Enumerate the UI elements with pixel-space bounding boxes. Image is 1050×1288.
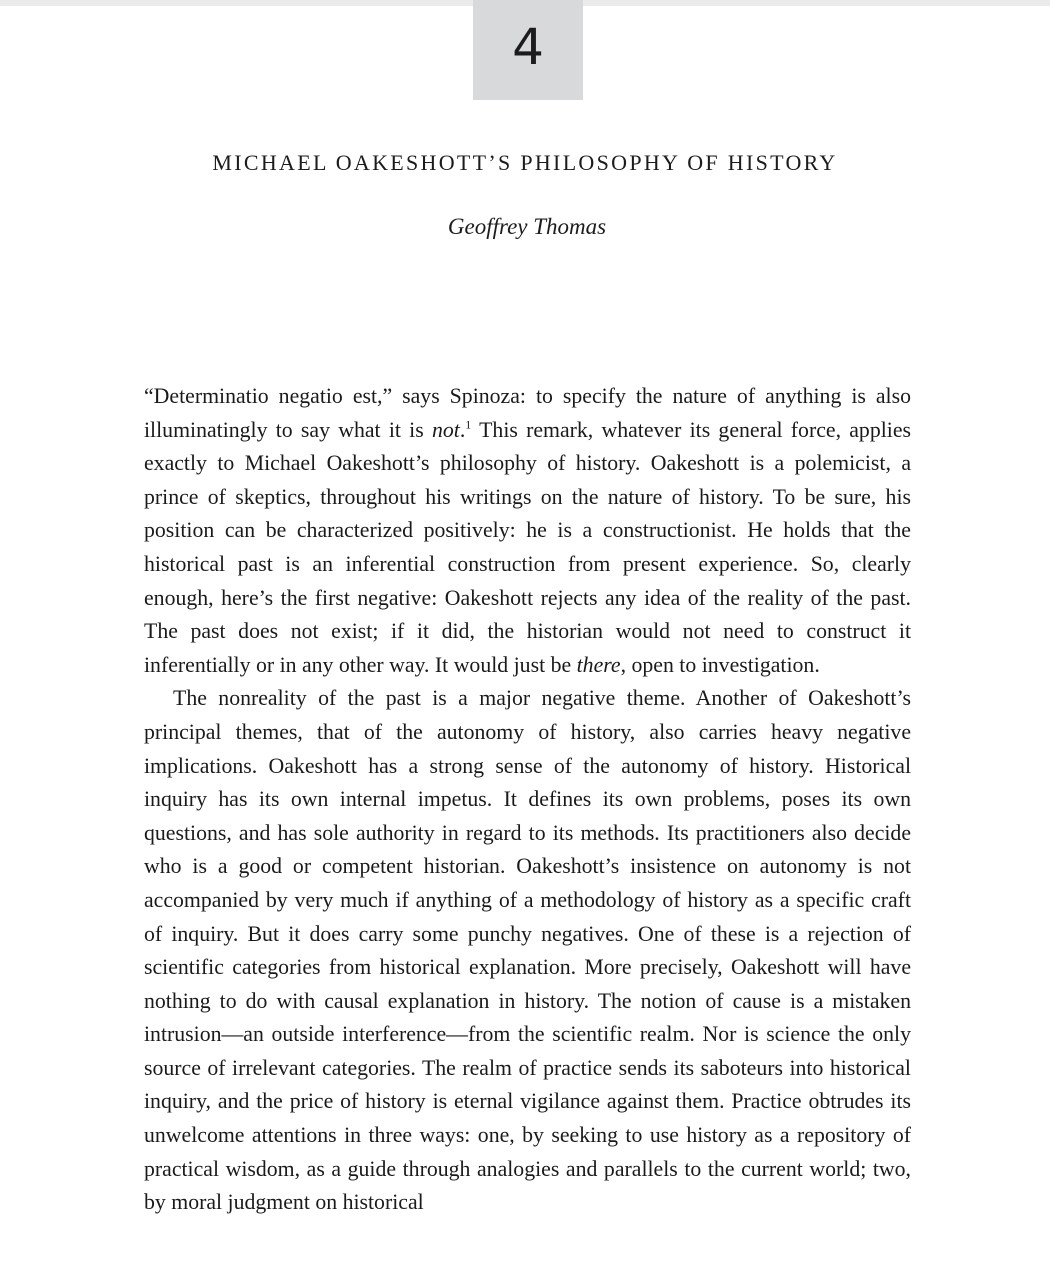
- paragraph-1-italic-not: not: [431, 417, 460, 442]
- paragraph-1-period: .: [459, 417, 466, 442]
- paragraph-1: [144, 380, 911, 682]
- chapter-number: 4: [512, 18, 544, 76]
- paragraph-1-part-1: “Determinatio negatio est,” says Spinoza: to specify the nature of anything is also illuminatingly to say what it is: [144, 384, 911, 442]
- chapter-number-box: [473, 0, 583, 100]
- body-text: [144, 380, 911, 1220]
- paragraph-1-part-3: , open to investigation.: [620, 652, 820, 677]
- chapter-author: Geoffrey Thomas: [447, 214, 607, 239]
- paragraph-1-italic-there: there: [576, 652, 621, 677]
- paragraph-2: The nonreality of the past is a major negative theme. Another of Oakeshott’s principal themes, that of the autonomy of history, also carries heavy negative implications. Oakeshott has a strong sense of the autonomy of history. Historical inquiry has its own internal impetus. It defines its own problems, poses its own questions, and has sole authority in regard to its methods. Its practitioners also decide who is a good or competent historian. Oakeshott’s insistence on autonomy is not accompanied by very much if anything of a methodology of history as a specific craft of inquiry. But it does carry some punchy negatives. One of these is a rejection of scientific categories from historical explanation. More precisely, Oakeshott will have nothing to do with causal explanation in history. The notion of cause is a mistaken intrusion—an outside interference—from the scientific realm. Nor is science the only source of irrelevant categories. The realm of practice sends its saboteurs into historical inquiry, and the price of history is eternal vigilance against them. Practice obtrudes its unwelcome attentions in three ways: one, by seeking to use history as a repository of practical wisdom, as a guide through analogies and parallels to the current world; two, by moral judgment on historical: [144, 686, 911, 1215]
- chapter-title: MICHAEL OAKESHOTT’S PHILOSOPHY OF HISTORY: [212, 150, 838, 175]
- paragraph-1-part-2: This remark, whatever its general force, applies exactly to Michael Oakeshott’s philosophy of history. Oakeshott is a polemicist, a prince of skeptics, throughout his writings on the nature of history. To be sure, his position can be characterized positively: he is a constructionist. He holds that the historical past is an inferential construction from present experience. So, clearly enough, here’s the first negative: Oakeshott rejects any idea of the reality of the past. The past does not exist; if it did, the historian would not need to construct it inferentially or in any other way. It would just be: [144, 417, 911, 677]
- footnote-ref-1[interactable]: 1: [465, 417, 472, 432]
